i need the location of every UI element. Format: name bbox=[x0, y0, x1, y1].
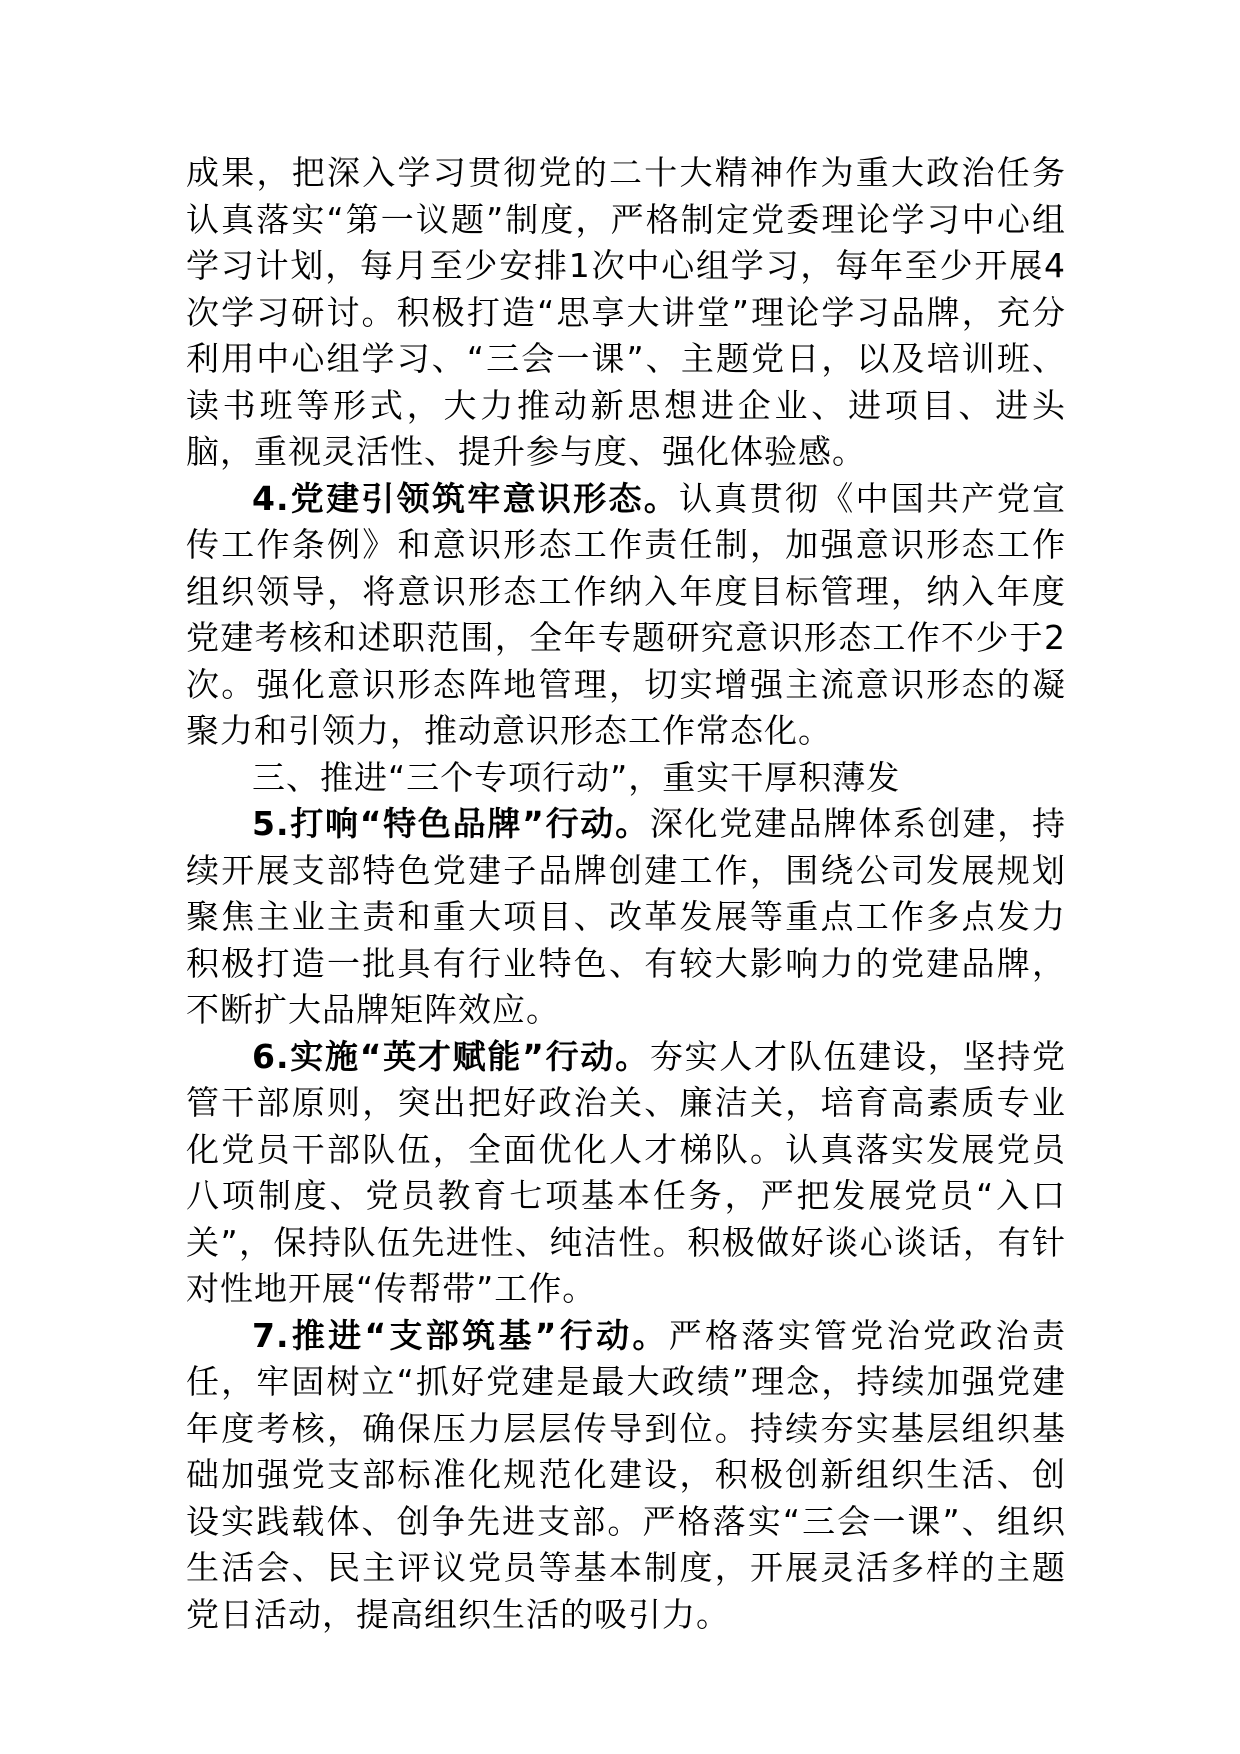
paragraph-item-7 bbox=[186, 1313, 1066, 1639]
paragraph-text: 深化党建品牌体系创建，持续开展支部特色党建子品牌创建工作，围绕公司发展规划聚焦主业主责和重大项目、改革发展等重点工作多点发力积极打造一批具有行业特色、有较大影响力的党建品牌，不断扩大品牌矩阵效应。 bbox=[186, 804, 1067, 1029]
document-page bbox=[186, 150, 1066, 1638]
section-heading-text: 三、推进“三个专项行动”，重实干厚积薄发 bbox=[252, 757, 901, 797]
paragraph-heading: 4.党建引领筑牢意识形态。 bbox=[252, 478, 680, 518]
paragraph-continuation bbox=[186, 150, 1066, 476]
paragraph-item-6 bbox=[186, 1034, 1066, 1313]
paragraph-item-4 bbox=[186, 476, 1066, 755]
paragraph-text: 成果，把深入学习贯彻党的二十大精神作为重大政治任务认真落实“第一议题”制度，严格制定党委理论学习中心组学习计划，每月至少安排1次中心组学习，每年至少开展4次学习研讨。积极打造“思享大讲堂”理论学习品牌，充分利用中心组学习、“三会一课”、主题党日，以及培训班、读书班等形式，大力推动新思想进企业、进项目、进头脑，重视灵活性、提升参与度、强化体验感。 bbox=[186, 153, 1066, 471]
paragraph-heading: 6.实施“英才赋能”行动。 bbox=[252, 1036, 650, 1076]
paragraph-text: 夯实人才队伍建设，坚持党管干部原则，突出把好政治关、廉洁关，培育高素质专业化党员干部队伍，全面优化人才梯队。认真落实发展党员八项制度、党员教育七项基本任务，严把发展党员“入口关”，保持队伍先进性、纯洁性。积极做好谈心谈话，有针对性地开展“传帮带”工作。 bbox=[186, 1036, 1067, 1308]
paragraph-item-5 bbox=[186, 801, 1066, 1034]
paragraph-heading: 7.推进“支部筑基”行动。 bbox=[252, 1315, 669, 1355]
paragraph-heading: 5.打响“特色品牌”行动。 bbox=[252, 804, 650, 843]
section-heading-3 bbox=[186, 755, 1066, 802]
paragraph-text: 严格落实管党治党政治责任，牢固树立“抓好党建是最大政绩”理念，持续加强党建年度考核，确保压力层层传导到位。持续夯实基层组织基础加强党支部标准化规范化建设，积极创新组织生活、创设实践载体、创争先进支部。严格落实“三会一课”、组织生活会、民主评议党员等基本制度，开展灵活多样的主题党日活动，提高组织生活的吸引力。 bbox=[186, 1315, 1067, 1634]
paragraph-text: 认真贯彻《中国共产党宣传工作条例》和意识形态工作责任制，加强意识形态工作组织领导，将意识形态工作纳入年度目标管理，纳入年度党建考核和述职范围，全年专题研究意识形态工作不少于2次。强化意识形态阵地管理，切实增强主流意识形态的凝聚力和引领力，推动意识形态工作常态化。 bbox=[186, 478, 1067, 750]
